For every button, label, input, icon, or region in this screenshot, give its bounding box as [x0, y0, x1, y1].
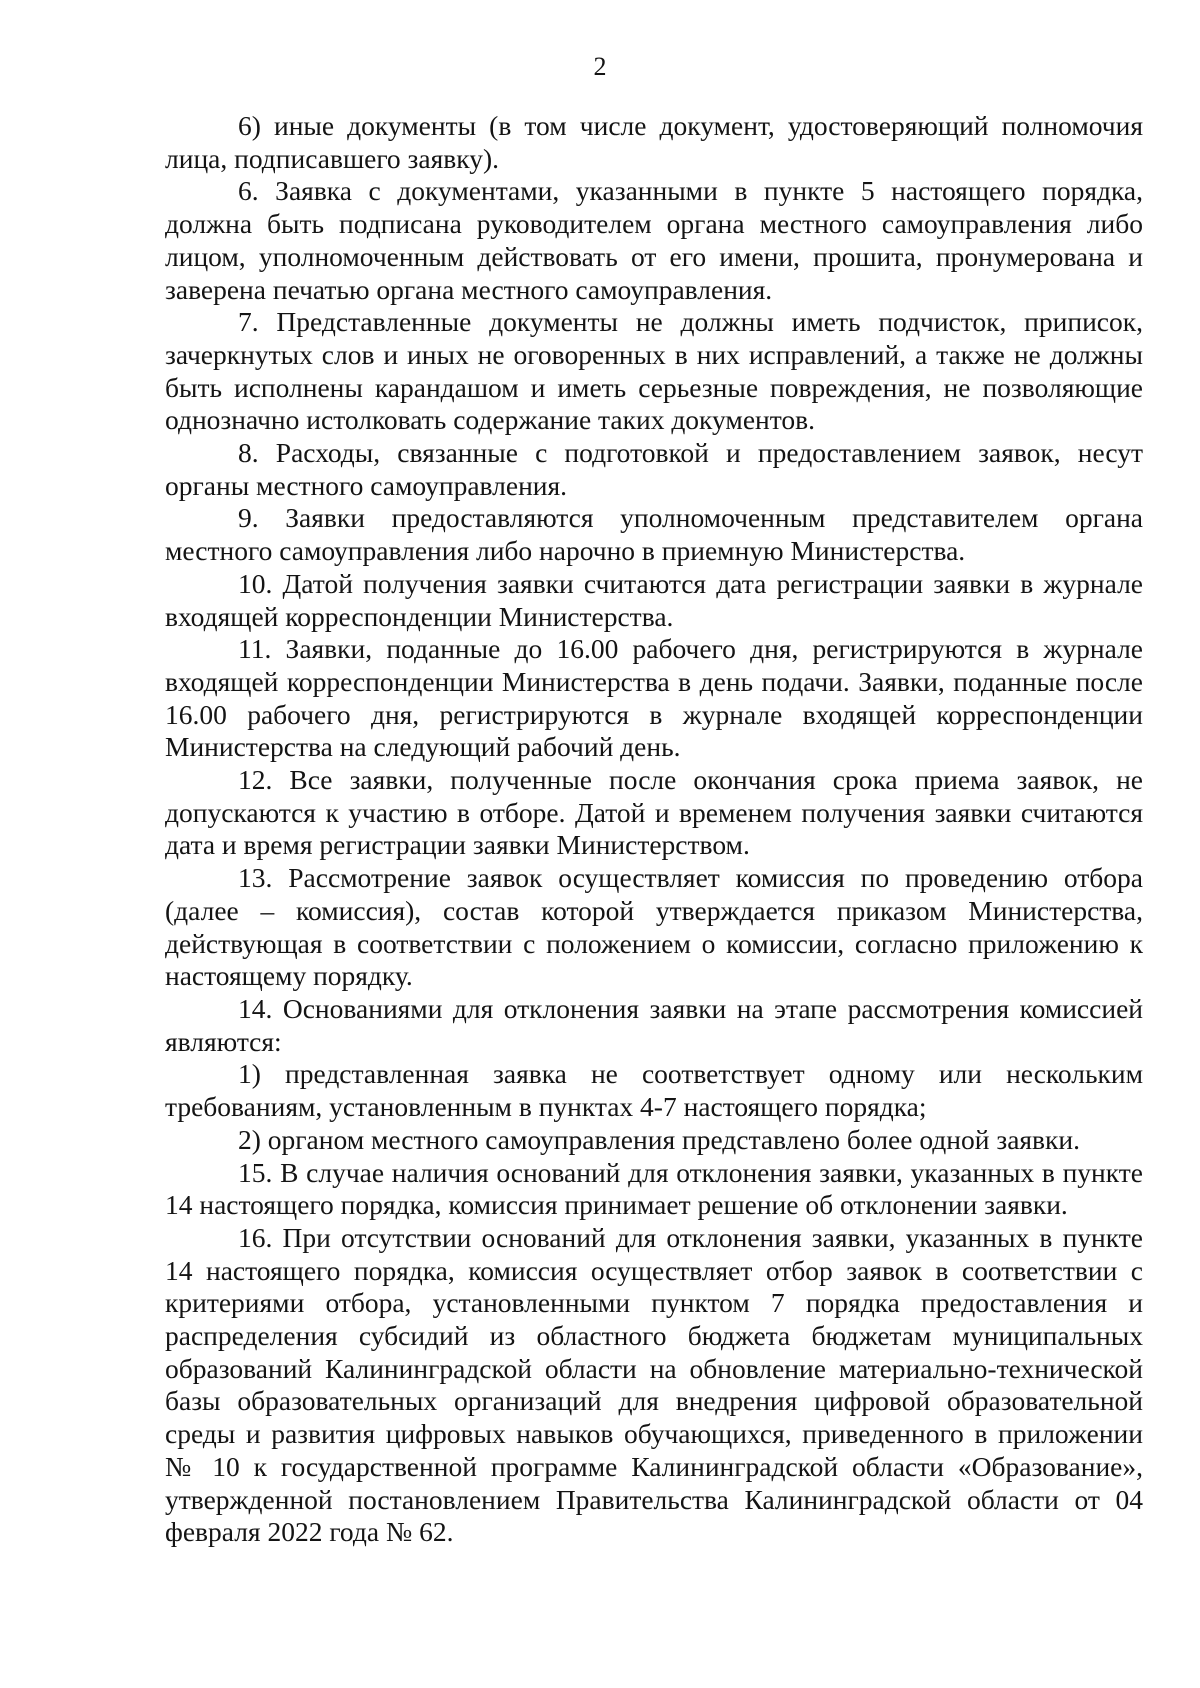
paragraph-14: 14. Основаниями для отклонения заявки на этапе рассмотрения комиссией являются: — [165, 992, 1143, 1057]
paragraph-15: 15. В случае наличия оснований для отклонения заявки, указанных в пункте 14 настоящего порядка, комиссия принимает решение об отклонении заявки. — [165, 1156, 1143, 1221]
paragraph-12: 12. Все заявки, полученные после окончания срока приема заявок, не допускаются к участию в отборе. Датой и временем получения заявки считаются дата и время регистрации заявки Министерством. — [165, 764, 1143, 861]
paragraph-16: 16. При отсутствии оснований для отклонения заявки, указанных в пункте 14 настоящего порядка, комиссия осуществляет отбор заявок в соответствии с критериями отбора, установленными пунктом 7 порядка предоставления и распределения субсидий из областного бюджета бюджетам муниципальных образований Калининградской области на обновление материально-технической базы образовательных организаций для внедрения цифровой образовательной среды и развития цифровых навыков обучающихся, приведенного в приложении № 10 к государственной программе Калининградской области «Образование», утвержденной постановлением Правительства Калининградской области от 04 февраля 2022 года № 62. — [165, 1221, 1143, 1548]
paragraph-13: 13. Рассмотрение заявок осуществляет комиссия по проведению отбора (далее – комиссия), состав которой утверждается приказом Министерства, действующая в соответствии с положением о комиссии, согласно приложению к настоящему порядку. — [165, 862, 1143, 992]
paragraph-14-item-2: 2) органом местного самоуправления представлено более одной заявки. — [238, 1123, 1080, 1155]
paragraph-11: 11. Заявки, поданные до 16.00 рабочего дня, регистрируются в журнале входящей корреспонденции Министерства в день подачи. Заявки, поданные после 16.00 рабочего дня, регистрируются в журнале входящей корреспонденции Министерства на следующий рабочий день. — [165, 633, 1143, 763]
paragraph-7: 7. Представленные документы не должны иметь подчисток, приписок, зачеркнутых слов и иных не оговоренных в них исправлений, а также не должны быть исполнены карандашом и иметь серьезные повреждения, не позволяющие однозначно истолковать содержание таких документов. — [165, 306, 1143, 436]
document-body — [165, 110, 1143, 1549]
paragraph-6: 6. Заявка с документами, указанными в пункте 5 настоящего порядка, должна быть подписана руководителем органа местного самоуправления либо лицом, уполномоченным действовать от его имени, прошита, пронумерована и заверена печатью органа местного самоуправления. — [165, 175, 1143, 305]
paragraph-10: 10. Датой получения заявки считаются дата регистрации заявки в журнале входящей корреспонденции Министерства. — [165, 567, 1143, 632]
paragraph-14-item-1: 1) представленная заявка не соответствует одному или нескольким требованиям, установленным в пунктах 4-7 настоящего порядка; — [165, 1058, 1143, 1123]
paragraph-item-6-other-documents: 6) иные документы (в том числе документ, удостоверяющий полномочия лица, подписавшего заявку). — [165, 110, 1143, 174]
page-number: 2 — [593, 52, 607, 81]
paragraph-9: 9. Заявки предоставляются уполномоченным представителем органа местного самоуправления либо нарочно в приемную Министерства. — [165, 502, 1143, 567]
paragraph-8: 8. Расходы, связанные с подготовкой и предоставлением заявок, несут органы местного самоуправления. — [165, 437, 1143, 501]
